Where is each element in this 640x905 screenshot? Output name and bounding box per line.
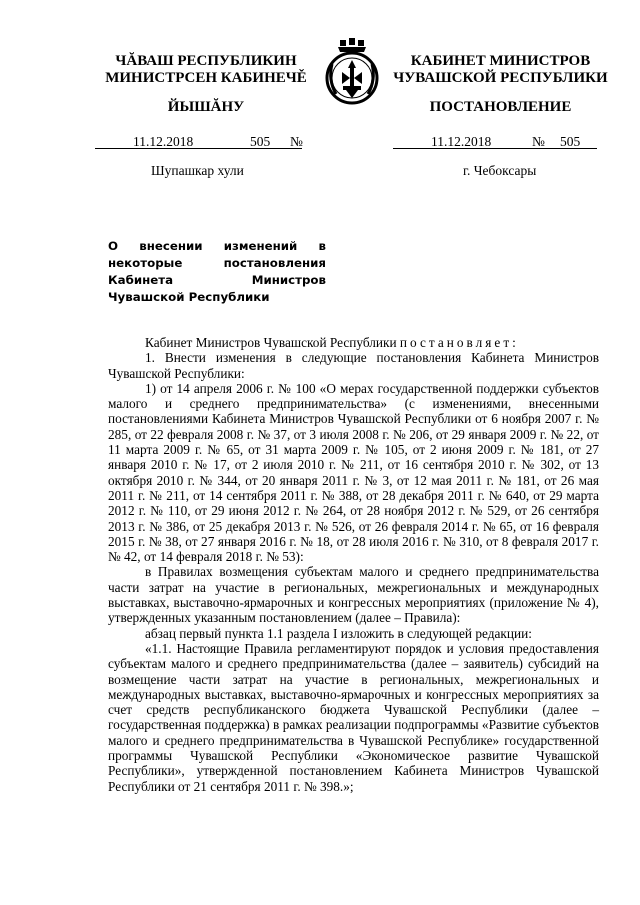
header-left-doc-type: ЙЫШĂНУ bbox=[167, 99, 245, 115]
body-paragraph-2: 1) от 14 апреля 2006 г. № 100 «О мерах государственной поддержки субъектов малого и среднего предпринимательства» (с изменениями, внесенными постановлениями Кабинета Министров Чувашской Республики от 6 ноября 2007 г. № 285, от 22 февраля 2008 г. № 37, от 3 июля 2008 г. № 206, от 29 января 2009 г. № 22, от 11 марта 2009 г. № 65, от 31 марта 2009 г. № 105, от 2 июня 2009 г. № 181, от 27 января 2010 г. № 17, от 2 июля 2010 г. № 211, от 16 сентября 2010 г. № 302, от 13 октября 2010 г. № 344, от 20 января 2011 г. № 3, от 12 мая 2011 г. № 181, от 26 мая 2011 г. № 211, от 14 сентября 2011 г. № 388, от 28 декабря 2011 г. № 640, от 29 марта 2012 г. № 110, от 29 июня 2012 г. № 264, от 28 ноября 2012 г. № 529, от 26 сентября 2013 г. № 386, от 25 декабря 2013 г. № 526, от 26 февраля 2014 г. № 65, от 16 февраля 2015 г. № 38, от 27 января 2016 г. № 18, от 28 июля 2016 г. № 310, от 8 февраля 2017 г. № 42, от 14 февраля 2018 г. № 53): bbox=[108, 380, 599, 565]
header-right-date: 11.12.2018 bbox=[431, 134, 492, 149]
header-right-org bbox=[393, 53, 608, 87]
body-paragraph-4: абзац первый пункта 1.1 раздела I изложить в следующей редакции: bbox=[145, 625, 532, 641]
chuvash-coat-of-arms-icon bbox=[318, 38, 386, 108]
header-left-date-underline bbox=[95, 148, 302, 149]
header-left-date: 11.12.2018 bbox=[133, 134, 194, 149]
header-left-org-line2: МИНИСТРСЕН КАБИНЕЧĚ bbox=[105, 70, 307, 86]
header-right-doc-type: ПОСТАНОВЛЕНИЕ bbox=[429, 99, 572, 115]
body-intro-verb: постановляет: bbox=[399, 335, 519, 350]
header-right-number: 505 bbox=[560, 134, 581, 149]
body-paragraph-3: в Правилах возмещения субъектам малого и среднего предпринимательства части затрат на участие в региональных, межрегиональных и международных выставках, выставочно-ярмарочных и конгрессных мероприятиях (приложение № 4), утвержденных указанным постановлением (далее – Правила): bbox=[108, 564, 599, 626]
header-left-number: 505 bbox=[250, 134, 271, 149]
document-title: О внесении изменений в некоторые постановления Кабинета Министров Чувашской Республики bbox=[108, 239, 326, 304]
body-intro bbox=[108, 335, 599, 350]
body-paragraph-1: 1. Внести изменения в следующие постановления Кабинета Министров Чувашской Республики: bbox=[108, 350, 599, 381]
body-intro-prefix: Кабинет Министров Чувашской Республики bbox=[145, 335, 397, 350]
header-left-number-sign: № bbox=[290, 134, 303, 149]
body-paragraph-5: «1.1. Настоящие Правила регламентируют порядок и условия предоставления субъектам малого и среднего предпринимательства (далее – заявитель) субсидий на возмещение части затрат на участие в региональных, межрегиональных и международных выставках, выставочно-ярмарочных и конгрессных мероприятиях за счет средств республиканского бюджета Чувашской Республики (далее – государственная поддержка) в рамках реализации подпрограммы «Развитие субъектов малого и среднего предпринимательства в Чувашской Республике» государственной программы Чувашской Республики «Экономическое развитие Чувашской Республики», утвержденной постановлением Кабинета Министров Чувашской Республики от 21 сентября 2011 г. № 398.»; bbox=[108, 640, 599, 794]
header-right-org-line1: КАБИНЕТ МИНИСТРОВ bbox=[410, 53, 591, 69]
document-body bbox=[108, 335, 599, 794]
header-right-date-underline bbox=[393, 148, 597, 149]
header-right-org-line2: ЧУВАШСКОЙ РЕСПУБЛИКИ bbox=[393, 70, 608, 86]
header-right-number-sign: № bbox=[532, 134, 545, 149]
header-left-city: Шупашкар хули bbox=[151, 163, 244, 178]
header-right-city: г. Чебоксары bbox=[463, 163, 537, 178]
header-left-org-line1: ЧĂВАШ РЕСПУБЛИКИН bbox=[115, 53, 297, 69]
header-left-org bbox=[95, 53, 317, 87]
